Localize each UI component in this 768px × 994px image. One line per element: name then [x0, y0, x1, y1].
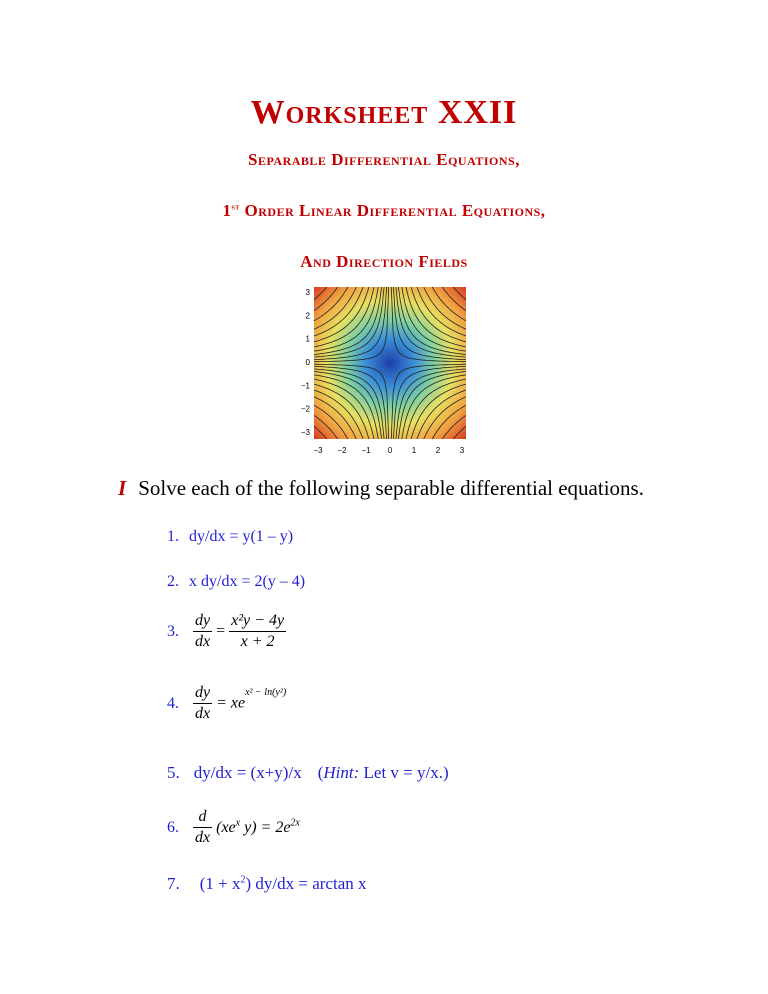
body-part-1: (xe [216, 819, 236, 837]
problem-5 [167, 763, 449, 783]
y-tick-label: −3 [300, 428, 310, 437]
body-part-2: y) = 2e [240, 819, 291, 837]
heatmap-background [314, 287, 466, 439]
lhs-numerator: dy [193, 611, 212, 632]
equation-exponent: 2 [240, 874, 246, 886]
problem-number: 1. [167, 528, 179, 545]
direction-field-figure [290, 283, 480, 463]
x-axis-ticks [313, 446, 464, 455]
problem-hint [318, 763, 449, 782]
problem-equation: dy/dx = (x+y)/x [193, 763, 302, 782]
problem-equation: dy/dx = y(1 – y) [189, 528, 294, 545]
y-tick-label: 2 [305, 311, 310, 321]
problem-equation: x dy/dx = 2(y – 4) [189, 573, 306, 590]
subtitle-ordinal-number: 1 [222, 201, 232, 220]
worksheet-title: Worksheet XXII [250, 94, 518, 131]
exponent-1: x [235, 817, 241, 829]
problem-6 [167, 807, 300, 848]
x-tick-label: −3 [313, 446, 323, 455]
problem-number: 6. [167, 818, 179, 836]
section-numeral: I [118, 476, 127, 500]
problem-number: 5. [167, 763, 180, 782]
y-tick-label: 0 [305, 358, 310, 367]
y-axis-ticks [301, 288, 311, 437]
hint-label: Hint: [323, 763, 360, 782]
problem-equation [200, 874, 367, 893]
lhs-fraction [193, 611, 212, 652]
hint-text: Let v = y/x.) [359, 763, 449, 782]
y-tick-label: −2 [300, 404, 310, 414]
x-tick-label: 3 [459, 446, 465, 455]
rhs-fraction [229, 611, 286, 652]
x-tick-label: −2 [337, 446, 347, 455]
exponent: x² − ln(y²) [245, 686, 287, 698]
equals-sign: = [216, 622, 226, 640]
rhs-expression: = xe [216, 694, 246, 712]
problem-number: 7. [167, 874, 180, 893]
operator-numerator: d [193, 807, 212, 828]
x-tick-label: 0 [387, 446, 393, 455]
problem-number: 3. [167, 622, 179, 640]
section-heading [118, 476, 644, 501]
problem-3 [167, 611, 286, 652]
problem-4 [167, 683, 286, 724]
problem-number: 4. [167, 694, 179, 712]
x-tick-label: 2 [435, 446, 441, 455]
derivative-body [216, 819, 300, 836]
problem-number: 2. [167, 573, 179, 590]
problem-1 [167, 528, 293, 546]
hint-paren: ( [317, 763, 324, 782]
lhs-numerator: dy [193, 683, 212, 704]
lhs-denominator: dx [195, 633, 211, 650]
y-tick-label: −1 [300, 381, 310, 391]
y-tick-label: 1 [305, 334, 310, 344]
operator-denominator: dx [195, 829, 211, 846]
rhs-numerator: x²y − 4y [229, 611, 286, 632]
rhs-denominator: x + 2 [240, 633, 275, 650]
section-instruction: Solve each of the following separable differential equations. [138, 476, 644, 500]
x-tick-label: −1 [361, 446, 371, 455]
lhs-fraction [193, 683, 212, 724]
subtitle-line-3: And Direction Fields [300, 252, 468, 271]
subtitle-line-2 [0, 201, 768, 221]
y-tick-label: 3 [305, 288, 310, 297]
equation-part-1: (1 + x [199, 874, 241, 893]
problem-2 [167, 573, 305, 591]
lhs-denominator: dx [195, 705, 211, 722]
exponent-2: 2x [290, 817, 300, 829]
problem-7 [167, 874, 367, 894]
derivative-operator [193, 807, 212, 848]
subtitle-ordinal-suffix: st [231, 201, 240, 212]
equation-part-2: ) dy/dx = arctan x [245, 874, 367, 893]
subtitle-line-2-text: Order Linear Differential Equations, [239, 201, 546, 220]
subtitle-line-1: Separable Differential Equations, [248, 150, 520, 169]
x-tick-label: 1 [411, 446, 417, 455]
